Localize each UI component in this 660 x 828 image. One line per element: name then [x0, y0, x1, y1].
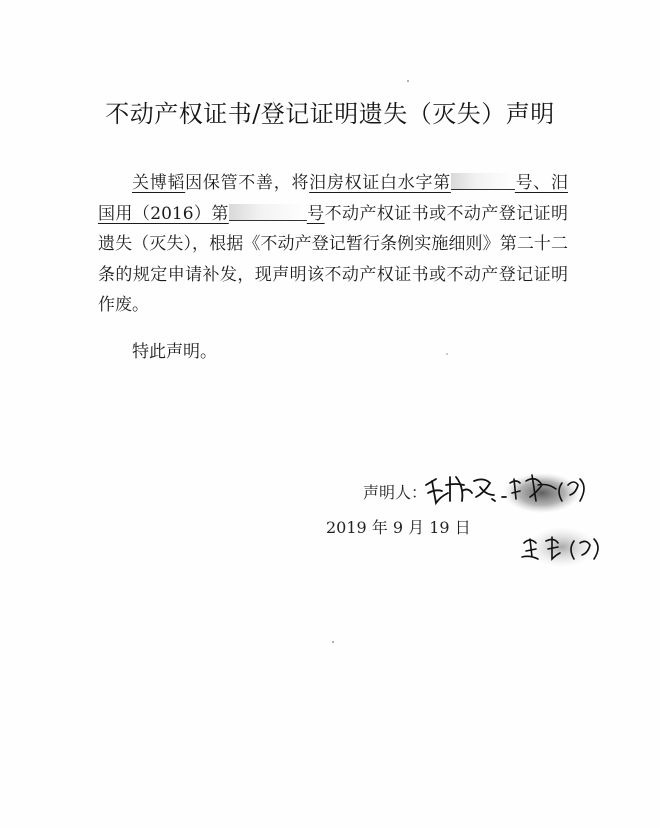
- certificate-1-tail: 号、: [514, 173, 552, 193]
- declaration-date: 2019 年 9 月 19 日: [326, 518, 471, 537]
- certificate-2-prefix: 汨国用（2016）第: [98, 173, 569, 224]
- redacted-number: [229, 204, 307, 221]
- certificate-number-1: [309, 173, 551, 193]
- scan-speck: [446, 353, 448, 355]
- owner-name: 关博韬: [132, 173, 186, 193]
- closing-statement: 特此声明。: [132, 342, 217, 362]
- declaration-paragraph: [98, 168, 568, 321]
- paragraph-segment: 不动产权证书或不动产登记证明遗失（灭失），根据《不动产登记暂行条例实施细则》第二十二条的规定申请补发，现声明该不动产权证书或不动产登记证明作废。: [98, 203, 569, 315]
- declarer-label: 声明人：: [363, 483, 428, 502]
- certificate-1-prefix: 汨房权证白水字第: [309, 173, 451, 193]
- declaration-body: [98, 168, 568, 321]
- handwritten-signature: [422, 463, 652, 573]
- redacted-number: [451, 173, 515, 190]
- certificate-2-tail: 号: [306, 203, 325, 224]
- scan-speck: [332, 641, 334, 643]
- scan-speck: [407, 80, 409, 82]
- paragraph-segment: 因保管不善，将: [185, 173, 310, 193]
- fingerprint-mark: [528, 527, 596, 567]
- document-title: 不动产权证书/登记证明遗失（灭失）声明: [105, 100, 555, 128]
